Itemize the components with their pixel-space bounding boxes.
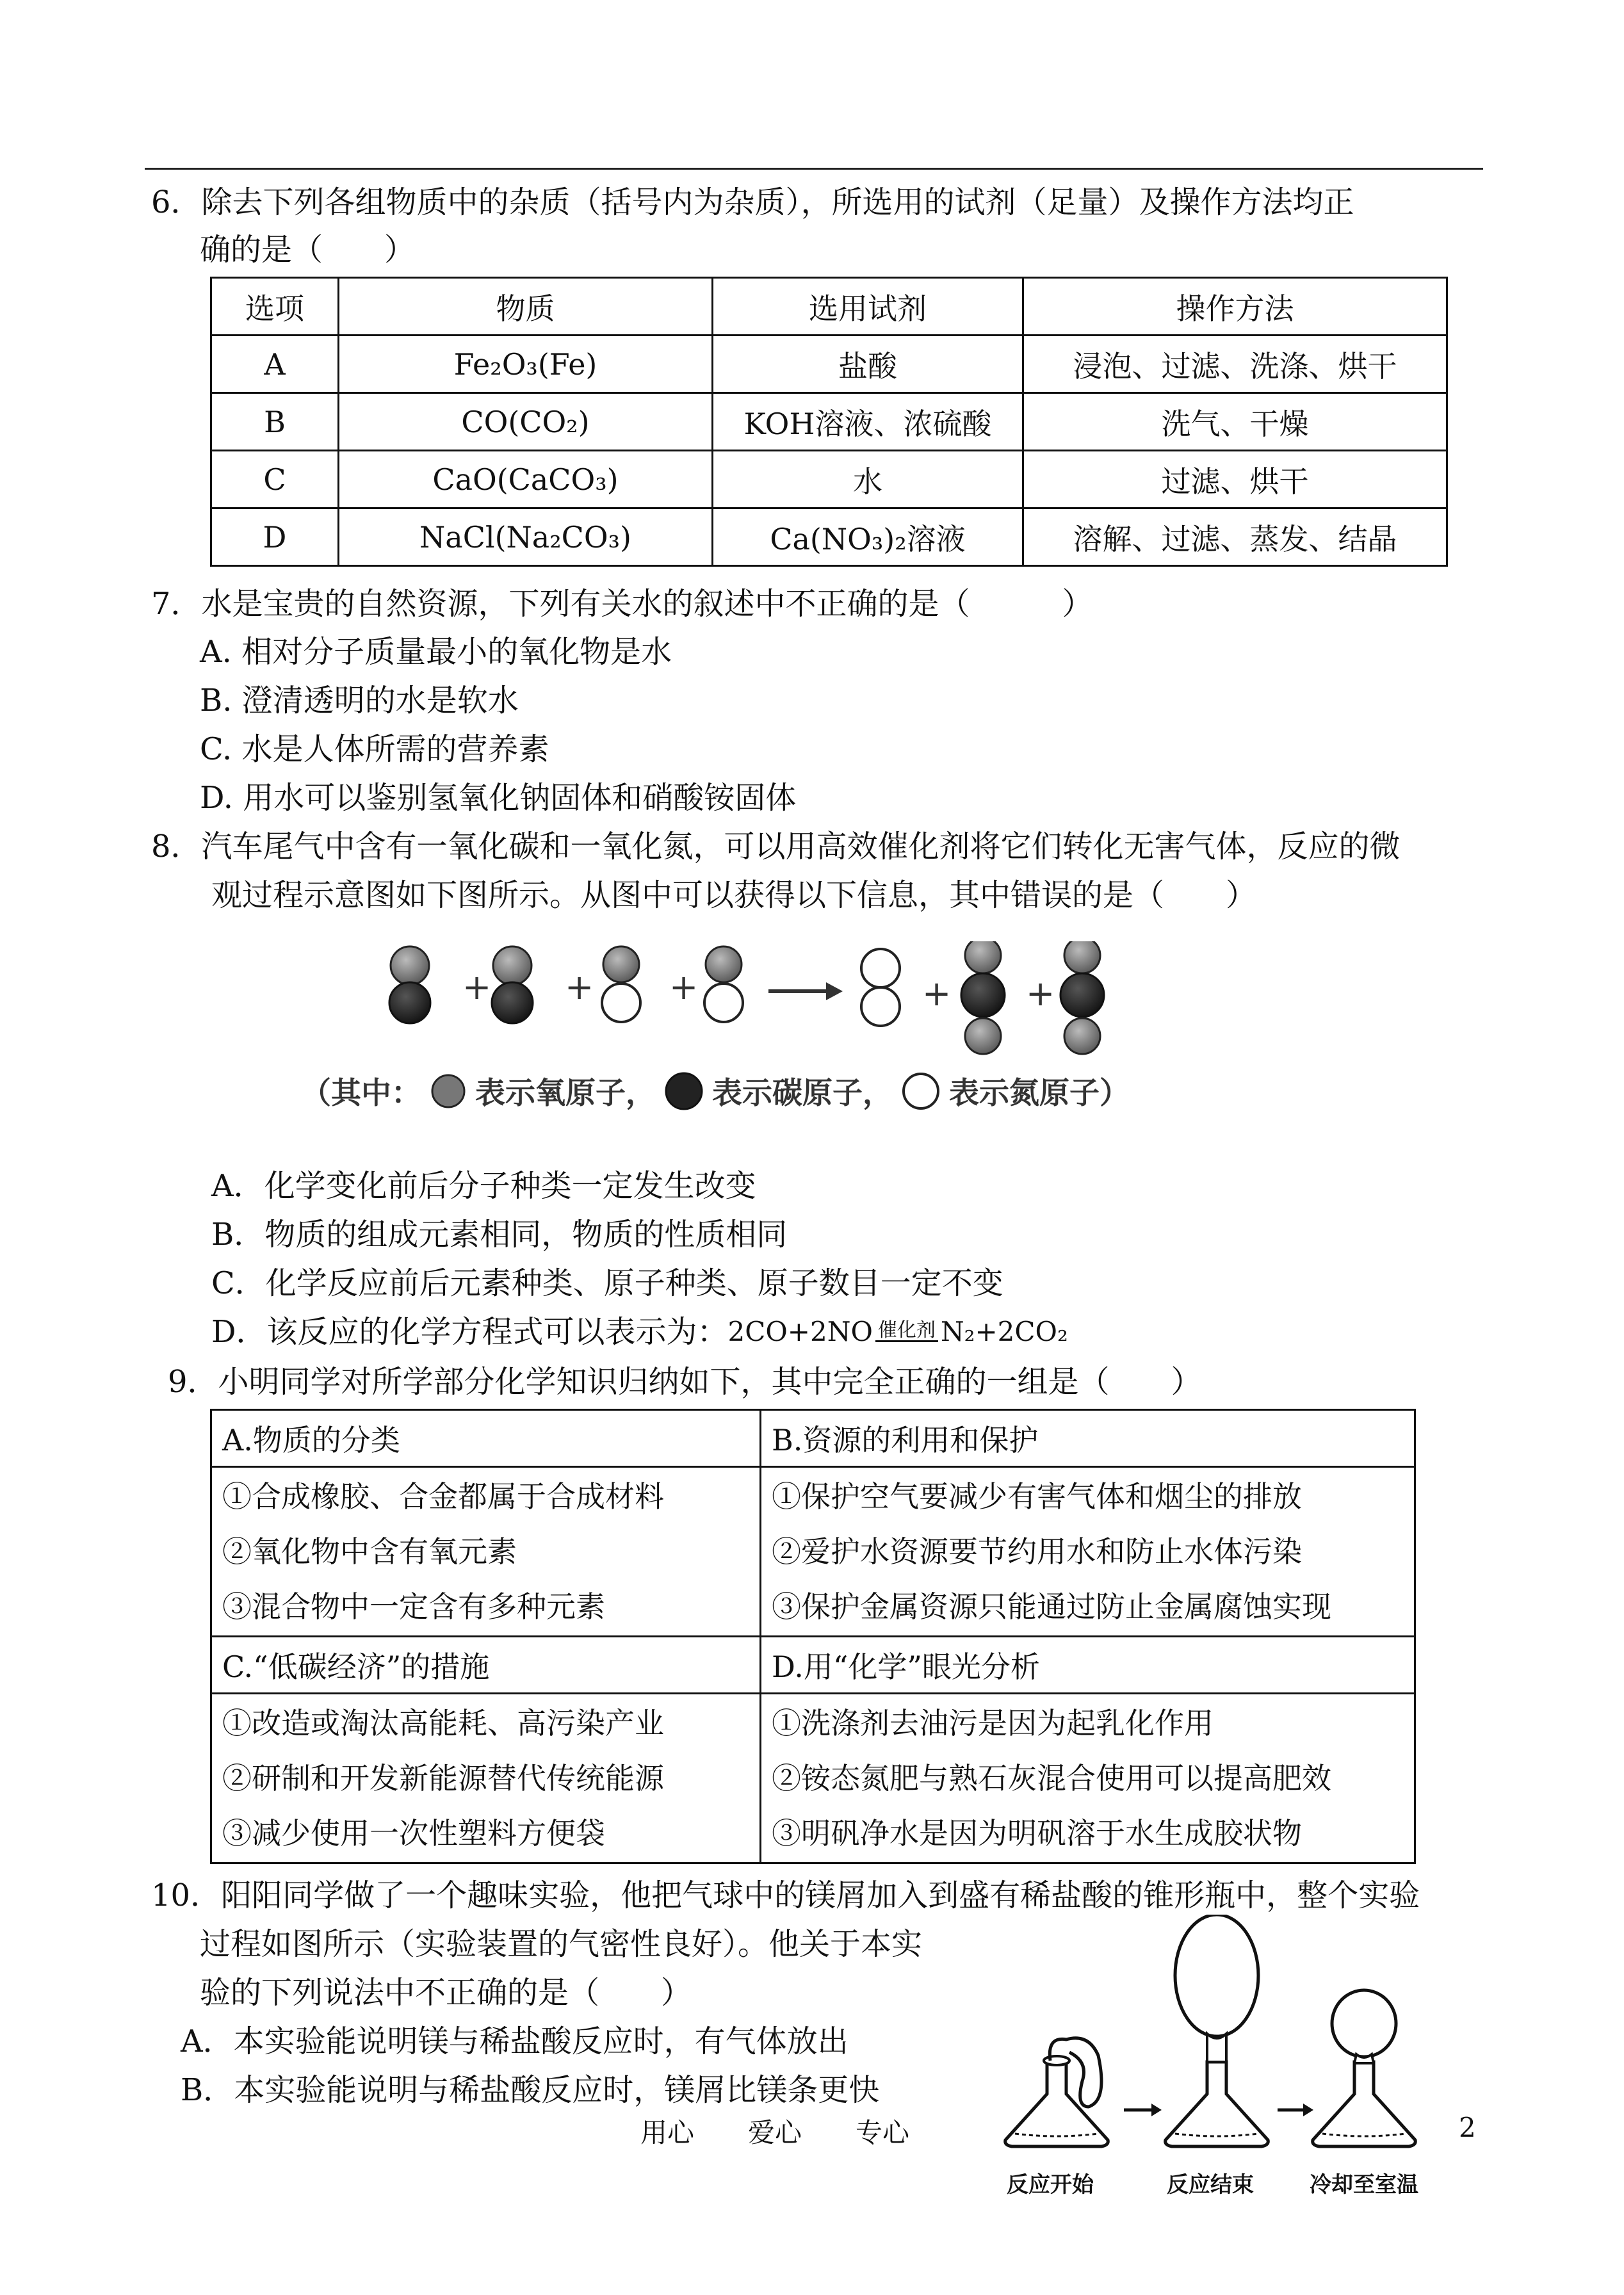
oxygen-atom-icon [429,1072,467,1110]
q10-stem-line3: 验的下列说法中不正确的是（ ） [200,1975,692,2011]
cell-body-c [211,1694,761,1863]
carbon-atom-icon [663,1071,704,1112]
q10-stem-line1: 10．阳阳同学做了一个趣味实验，他把气球中的镁屑加入到盛有稀盐酸的锥形瓶中，整个实验 [151,1877,1420,1913]
table-row [211,393,1447,451]
co2-molecule-icon [1060,941,1104,1054]
header-cell: 操作方法 [1023,278,1447,336]
option-cell: B [211,393,339,451]
list-item: ①改造或淘汰高能耗、高污染产业 [222,1706,664,1740]
list-item: ①保护空气要减少有害气体和烟尘的排放 [772,1479,1302,1514]
q10-option-b: B．本实验能说明与稀盐酸反应时，镁屑比镁条更快 [181,2072,880,2108]
catalyst-label: 催化剂 [875,1321,938,1342]
q8-option-b: B．物质的组成元素相同，物质的性质相同 [211,1217,788,1253]
reagent-cell: 盐酸 [713,336,1023,393]
q6-table [210,277,1448,567]
table-row [211,336,1447,393]
list-item: ③混合物中一定含有多种元素 [222,1589,605,1624]
footer-motto: 用心 爱心 专心 [640,2117,910,2148]
list-item: ①合成橡胶、合金都属于合成材料 [222,1479,664,1514]
cell-title-d: D.用“化学”眼光分析 [761,1637,1415,1694]
figure-label-start: 反应开始 [1007,2172,1094,2198]
q8-option-d-prefix: D．该反应的化学方程式可以表示为： [211,1314,728,1350]
method-cell: 洗气、干燥 [1023,393,1447,451]
list-item: ③减少使用一次性塑料方便袋 [222,1816,605,1851]
method-cell: 浸泡、过滤、洗涤、烘干 [1023,336,1447,393]
q9-table [210,1409,1416,1864]
list-item: ③保护金属资源只能通过防止金属腐蚀实现 [772,1589,1331,1624]
legend-prefix: （其中： [301,1076,421,1111]
cell-title-a: A.物质的分类 [211,1410,761,1467]
figure-label-cooled: 冷却至室温 [1310,2172,1418,2198]
option-cell: A [211,336,339,393]
page-number: 2 [1459,2112,1476,2143]
header-cell: 选项 [211,278,339,336]
q7-option-b: B. 澄清透明的水是软水 [200,683,519,718]
legend-oxygen: 表示氧原子， [475,1076,656,1111]
table-row [211,451,1447,508]
co2-molecule-icon [961,941,1005,1054]
flask-end-icon [1165,1915,1269,2146]
reagent-cell: 水 [713,451,1023,508]
arrow-right-icon [1124,2104,1162,2116]
legend-carbon: 表示碳原子， [712,1076,893,1111]
list-item: ③明矾净水是因为明矾溶于水生成胶状物 [772,1816,1302,1851]
co-molecule-icon [492,946,533,1023]
substance-cell: CaO(CaCO₃) [339,451,713,508]
no-molecule-icon [704,946,743,1022]
list-item: ①洗涤剂去油污是因为起乳化作用 [772,1706,1214,1740]
q7-option-a: A. 相对分子质量最小的氧化物是水 [200,634,672,670]
balloon-flask-figure [986,1915,1434,2164]
co-molecule-icon [389,946,430,1023]
reaction-diagram [384,941,1153,1069]
header-cell: 物质 [339,278,713,336]
plus-sign: + [462,967,492,1007]
reagent-cell: Ca(NO₃)₂溶液 [713,508,1023,566]
equation-right: N₂+2CO₂ [940,1316,1068,1347]
cell-title-b: B.资源的利用和保护 [761,1410,1415,1467]
top-rule [145,168,1483,170]
list-item: ②氧化物中含有氧元素 [222,1534,517,1569]
q10-option-a: A．本实验能说明镁与稀盐酸反应时，有气体放出 [181,2023,849,2059]
list-item: ②铵态氮肥与熟石灰混合使用可以提高肥效 [772,1761,1331,1796]
option-cell: C [211,451,339,508]
list-item: ②研制和开发新能源替代传统能源 [222,1761,664,1796]
q6-stem-line2: 确的是（ ） [200,232,416,268]
plus-sign: + [669,967,699,1007]
table-header-row [211,278,1447,336]
cell-body-d [761,1694,1415,1863]
plus-sign: + [1026,973,1055,1014]
q8-stem-line2: 观过程示意图如下图所示。从图中可以获得以下信息，其中错误的是（ ） [211,877,1257,913]
list-item: ②爱护水资源要节约用水和防止水体污染 [772,1534,1302,1569]
method-cell: 溶解、过滤、蒸发、结晶 [1023,508,1447,566]
arrow-right-icon [768,982,843,1000]
q8-option-a: A．化学变化前后分子种类一定发生改变 [211,1168,756,1204]
substance-cell: NaCl(Na₂CO₃) [339,508,713,566]
q7-stem: 7．水是宝贵的自然资源，下列有关水的叙述中不正确的是（ ） [151,586,1093,622]
equation-left: 2CO+2NO [727,1316,873,1347]
n2-molecule-icon [861,949,900,1026]
method-cell: 过滤、烘干 [1023,451,1447,508]
q7-option-c: C. 水是人体所需的营养素 [200,731,549,767]
reagent-cell: KOH溶液、浓硫酸 [713,393,1023,451]
plus-sign: + [922,973,952,1014]
cell-body-a [211,1467,761,1637]
diagram-legend [301,1069,1130,1112]
no-molecule-icon [602,946,640,1022]
legend-nitrogen: 表示氮原子） [949,1076,1130,1111]
option-cell: D [211,508,339,566]
flask-start-icon [1005,2038,1108,2146]
q9-stem: 9．小明同学对所学部分化学知识归纳如下，其中完全正确的一组是（ ） [168,1364,1202,1400]
substance-cell: Fe₂O₃(Fe) [339,336,713,393]
substance-cell: CO(CO₂) [339,393,713,451]
cell-body-b [761,1467,1415,1637]
arrow-right-icon [1278,2104,1313,2116]
q8-stem-line1: 8．汽车尾气中含有一氧化碳和一氧化氮，可以用高效催化剂将它们转化无害气体，反应的微 [151,829,1401,864]
cell-title-c: C.“低碳经济”的措施 [211,1637,761,1694]
q8-option-d [211,1313,1068,1351]
figure-label-end: 反应结束 [1167,2172,1254,2198]
q7-option-d: D. 用水可以鉴别氢氧化钠固体和硝酸铵固体 [200,780,797,816]
q10-stem-line2: 过程如图所示（实验装置的气密性良好）。他关于本实 [200,1926,923,1962]
plus-sign: + [565,967,594,1007]
q6-stem-line1: 6．除去下列各组物质中的杂质（括号内为杂质），所选用的试剂（足量）及操作方法均正 [151,184,1354,220]
q8-option-c: C．化学反应前后元素种类、原子种类、原子数目一定不变 [211,1265,1003,1301]
flask-cooled-icon [1313,1990,1416,2146]
header-cell: 选用试剂 [713,278,1023,336]
table-row [211,508,1447,566]
nitrogen-atom-icon [900,1071,941,1112]
